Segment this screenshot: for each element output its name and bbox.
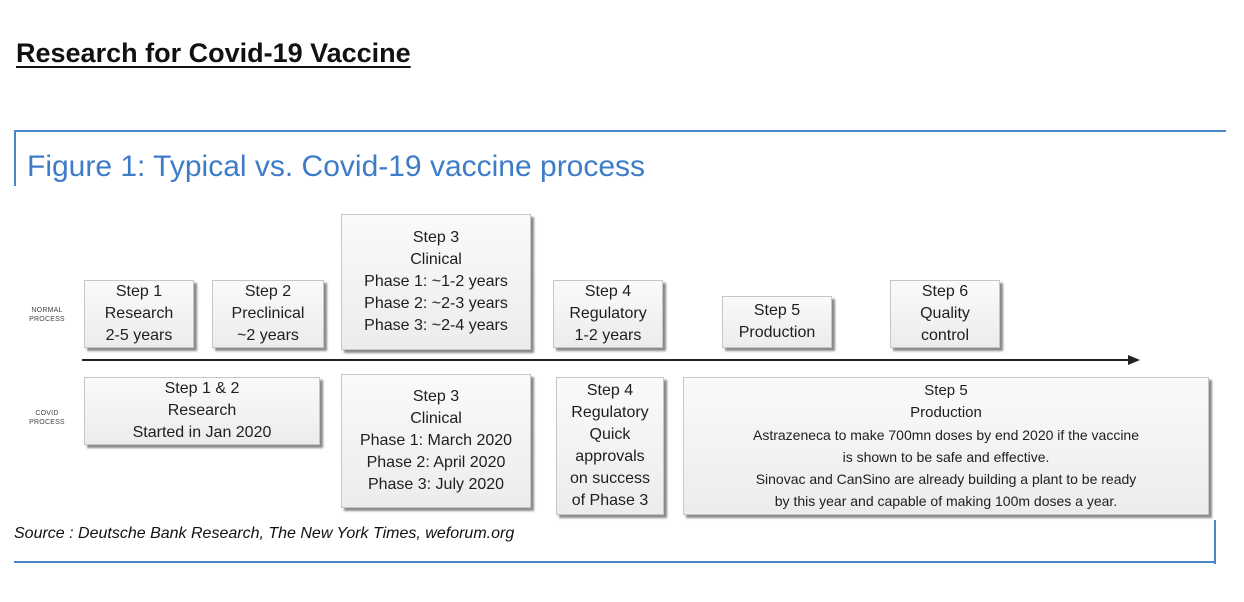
step-line: 2-5 years [105,327,173,344]
step-line: Quality [920,305,970,322]
step-line: Step 6 [921,283,969,300]
step-line: Phase 1: ~1-2 years [364,273,508,290]
step-line: Research [104,305,174,322]
step-line: Phase 3: July 2020 [367,476,505,493]
covid-step-4-box [556,377,664,515]
covid-step-5-box [683,377,1209,515]
figure-bottom-rule [14,561,1216,563]
page-heading: Research for Covid-19 Vaccine [16,38,411,68]
step-line: Step 3 [412,388,460,405]
step-line: ~2 years [237,327,299,344]
step-line: Research [167,402,237,419]
step-line: Phase 3: ~2-4 years [364,317,508,334]
covid-label-line-1: COVID [35,410,59,417]
timeline-arrowhead-icon [1128,355,1140,365]
step-line: Phase 1: March 2020 [359,432,513,449]
normal-label-line-1: NORMAL [31,307,63,314]
normal-label-line-2: PROCESS [29,316,65,323]
step-line: is shown to be safe and effective. [842,449,1050,465]
step-line: Step 1 [115,283,163,300]
normal-step-4-box [553,280,663,348]
step-line: Step 1 & 2 [164,380,240,397]
step-line: approvals [575,448,645,465]
covid-process-label [12,409,82,427]
step-line: Started in Jan 2020 [132,424,272,441]
figure-right-rule [1214,520,1216,564]
step-line: control [920,327,969,344]
step-line: Quick [589,426,631,443]
step-line: Clinical [410,251,462,268]
step-line: Production [910,404,982,421]
step-line: on success [569,470,651,487]
step-line: Preclinical [231,305,305,322]
normal-process-label [12,306,82,324]
step-line: Clinical [410,410,462,427]
step-line: by this year and capable of making 100m doses a year. [774,493,1118,509]
step-line: Phase 2: April 2020 [366,454,506,471]
step-line: Sinovac and CanSino are already building a plant to be ready [755,471,1137,487]
step-line: Regulatory [569,305,647,322]
step-line: Regulatory [571,404,649,421]
source-note: Source : Deutsche Bank Research, The New York Times, weforum.org [14,525,515,542]
covid-step-1-2-box [84,377,320,445]
covid-label-line-2: PROCESS [29,419,65,426]
normal-step-5-box [722,296,832,348]
normal-step-2-box [212,280,324,348]
normal-step-3-box [341,214,531,350]
step-line: Step 4 [584,283,632,300]
timeline-arrow-line [82,359,1138,361]
step-line: Step 4 [586,382,634,399]
normal-step-6-box [890,280,1000,348]
step-line: Production [738,324,816,341]
step-line: Step 5 [753,302,801,319]
figure-title: Figure 1: Typical vs. Covid-19 vaccine process [27,150,646,183]
covid-step-3-box [341,374,531,508]
step-line: of Phase 3 [571,492,649,509]
step-line: Astrazeneca to make 700mn doses by end 2020 if the vaccine [752,427,1139,443]
step-line: 1-2 years [574,327,642,344]
step-line: Step 5 [924,382,968,399]
step-line: Phase 2: ~2-3 years [364,295,508,312]
normal-step-1-box [84,280,194,348]
figure-left-rule [14,130,16,186]
step-line: Step 2 [244,283,292,300]
step-line: Step 3 [412,229,460,246]
figure-top-rule [14,130,1226,132]
